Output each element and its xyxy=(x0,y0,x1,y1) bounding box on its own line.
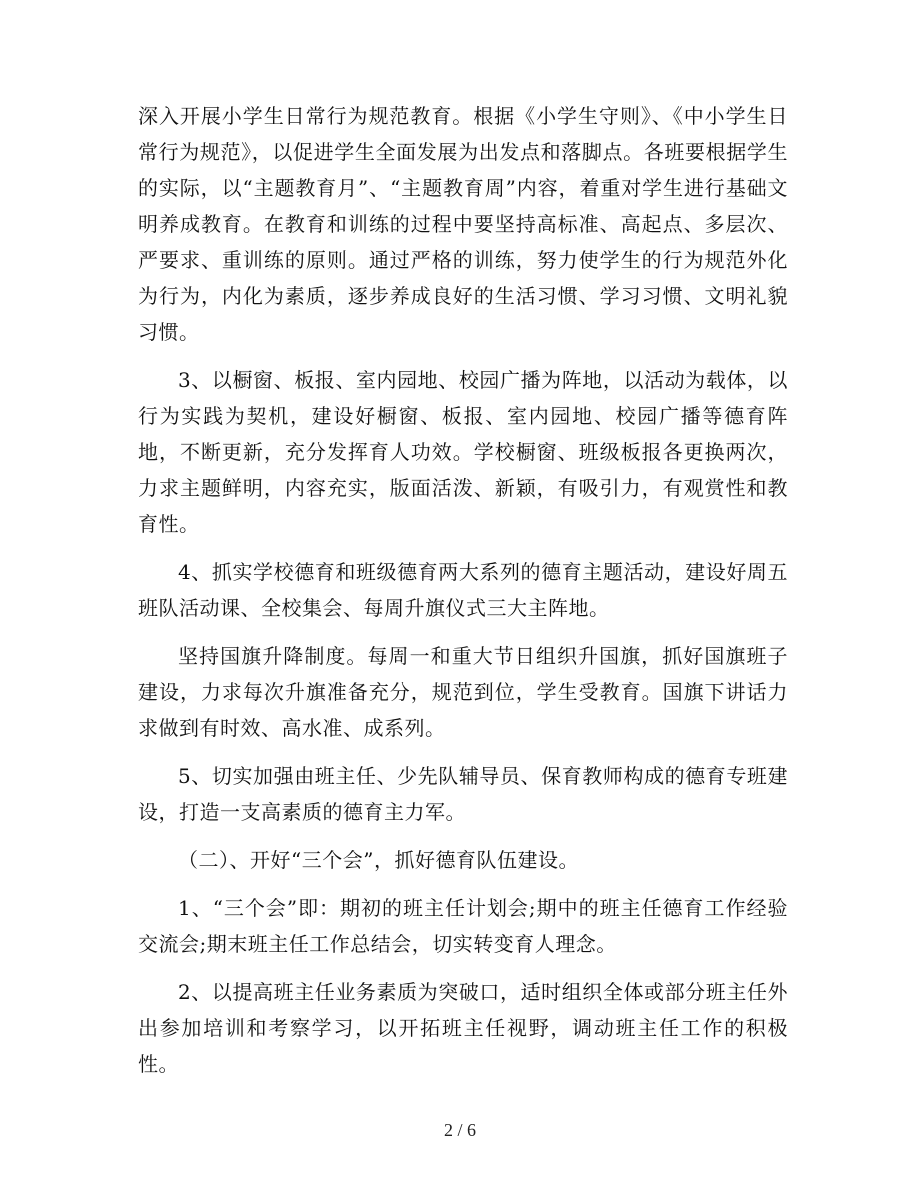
paragraph-behavior-education: 深入开展小学生日常行为规范教育。根据《小学生守则》、《中小学生日常行为规范》，以促进学生全面发展为出发点和落脚点。各班要根据学生的实际，以“主题教育月”、“主题教育周”内容，着重对学生进行基础文明养成教育。在教育和训练的过程中要坚持高标准、高起点、多层次、严要求、重训练的原则。通过严格的训练，努力使学生的行为规范外化为行为，内化为素质，逐步养成良好的生活习惯、学习习惯、文明礼貌习惯。 xyxy=(138,104,788,344)
paragraph-sub-item-2: 2、以提高班主任业务素质为突破口，适时组织全体或部分班主任外出参加培训和考察学习，以开拓班主任视野，调动班主任工作的积极性。 xyxy=(138,980,788,1076)
section-heading-two: （二）、开好“三个会”，抓好德育队伍建设。 xyxy=(178,848,579,872)
document-body xyxy=(138,98,788,1094)
page-number: 2 / 6 xyxy=(443,1120,476,1140)
paragraph-item-5: 5、切实加强由班主任、少先队辅导员、保育教师构成的德育专班建设，打造一支高素质的德育主力军。 xyxy=(138,764,788,824)
paragraph-item-4: 4、抓实学校德育和班级德育两大系列的德育主题活动，建设好周五班队活动课、全校集会、每周升旗仪式三大主阵地。 xyxy=(138,560,788,620)
paragraph-flag-ceremony: 坚持国旗升降制度。每周一和重大节日组织升国旗，抓好国旗班子建设，力求每次升旗准备充分，规范到位，学生受教育。国旗下讲话力求做到有时效、高水准、成系列。 xyxy=(138,644,788,740)
paragraph-item-3: 3、以橱窗、板报、室内园地、校园广播为阵地，以活动为载体，以行为实践为契机，建设好橱窗、板报、室内园地、校园广播等德育阵地，不断更新，充分发挥育人功效。学校橱窗、班级板报各更换两次，力求主题鲜明，内容充实，版面活泼、新颖，有吸引力，有观赏性和教育性。 xyxy=(138,368,788,536)
paragraph-sub-item-1: 1、“三个会”即：期初的班主任计划会;期中的班主任德育工作经验交流会;期末班主任工作总结会，切实转变育人理念。 xyxy=(138,896,788,956)
